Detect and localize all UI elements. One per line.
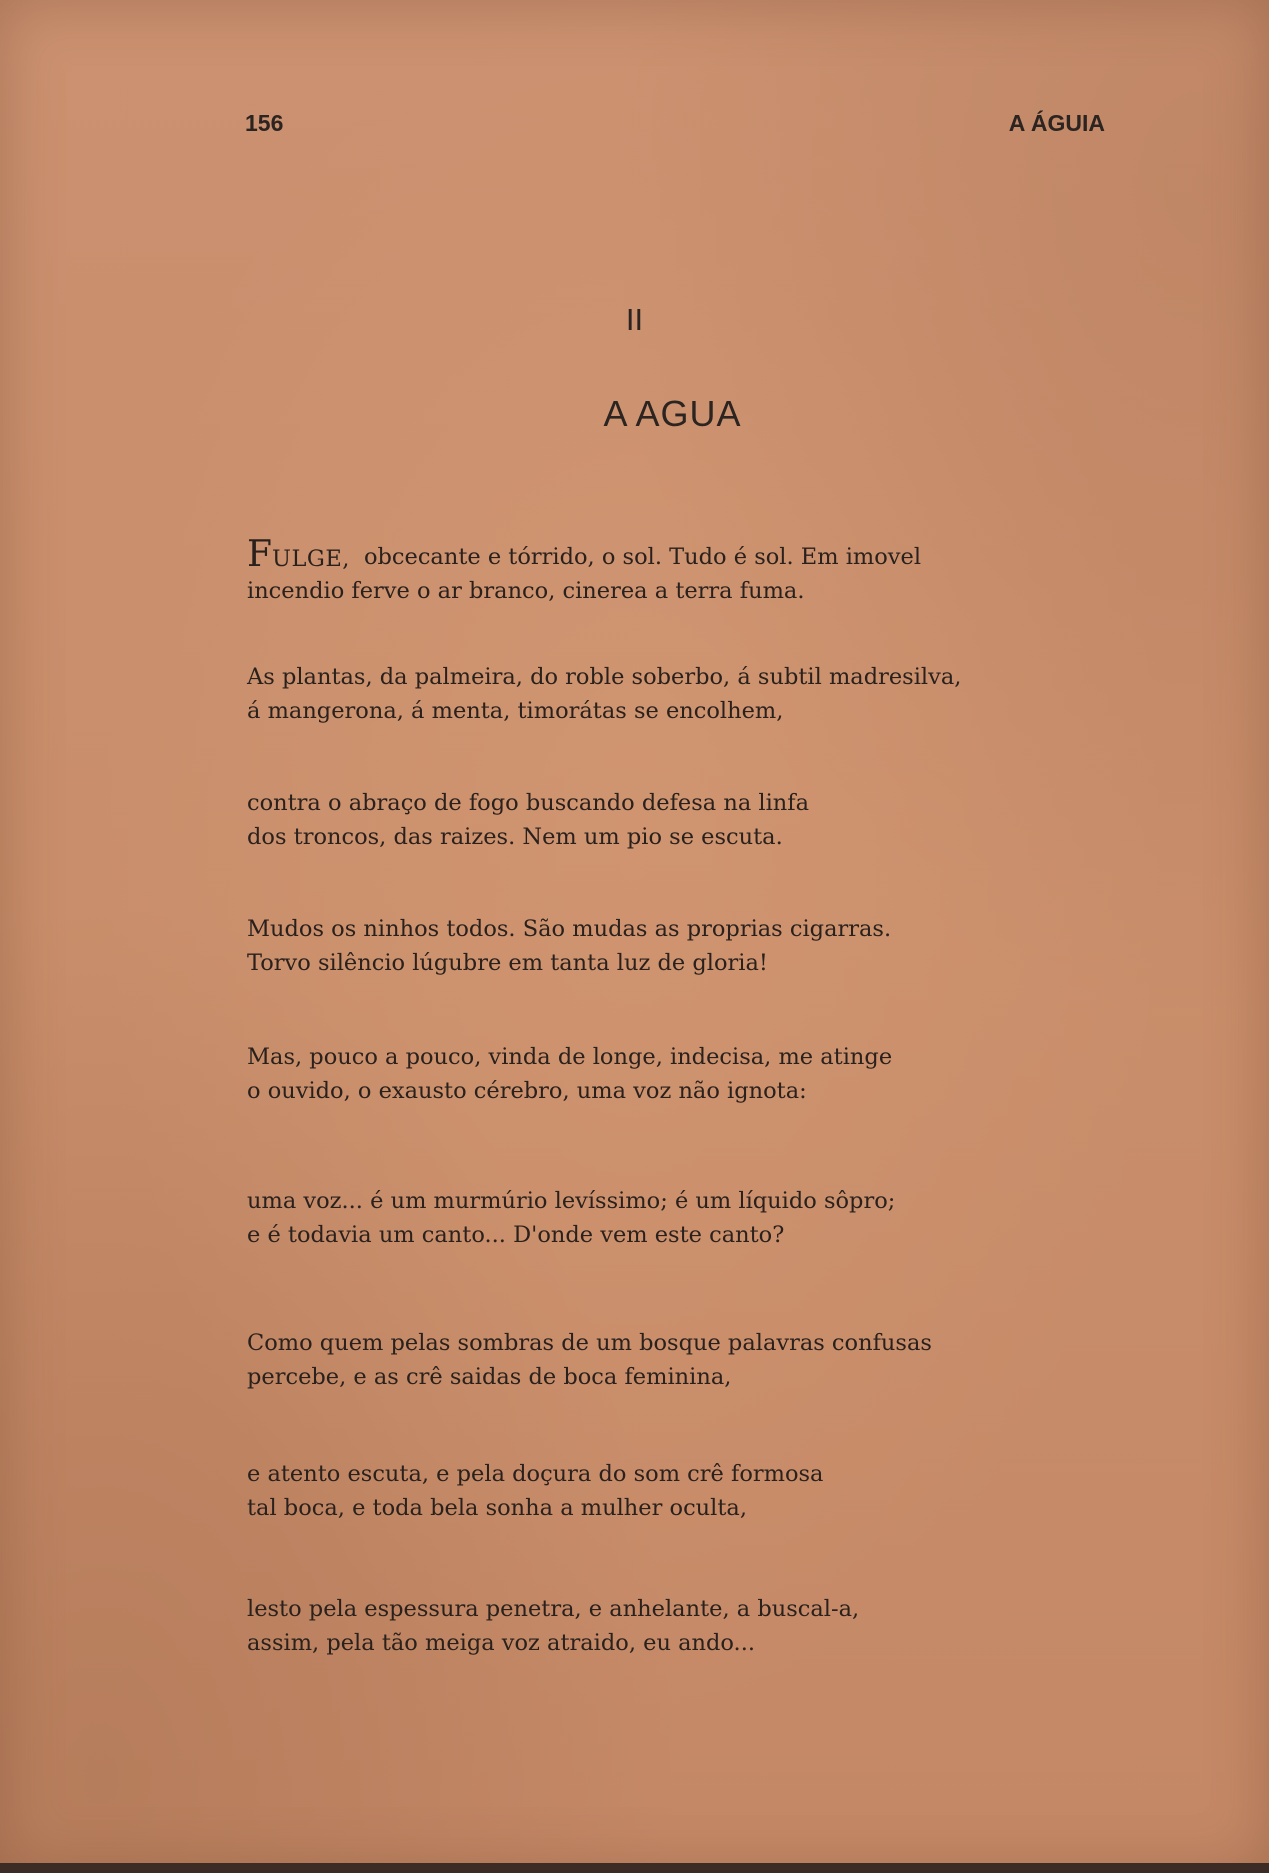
page-bottom-edge [0, 1863, 1269, 1873]
poem-line: Mudos os ninhos todos. São mudas as proprias cigarras. [247, 916, 892, 942]
stanza-6 [247, 1184, 1127, 1252]
poem-line: assim, pela tão meiga voz atraido, eu ando... [247, 1630, 756, 1656]
poem-line: Torvo silêncio lúgubre em tanta luz de gloria! [247, 950, 768, 976]
poem-body [247, 534, 1127, 1660]
stanza-9 [247, 1592, 1127, 1660]
poem-line: As plantas, da palmeira, do roble soberbo, á subtil madresilva, [247, 664, 962, 690]
stanza-8 [247, 1457, 1127, 1525]
first-line-opening [247, 534, 350, 575]
poem-line: uma voz... é um murmúrio levíssimo; é um líquido sôpro; [247, 1188, 896, 1214]
poem-line: tal boca, e toda bela sonha a mulher oculta, [247, 1495, 747, 1521]
poem-line: á mangerona, á menta, timorátas se encolhem, [247, 698, 784, 724]
poem-line: e é todavia um canto... D'onde vem este canto? [247, 1222, 785, 1248]
poem-line: incendio ferve o ar branco, cinerea a terra fuma. [247, 578, 805, 604]
first-line-rest: obcecante e tórrido, o sol. Tudo é sol. Em imovel [363, 544, 922, 570]
stanza-3 [247, 786, 1127, 854]
running-head [245, 110, 1105, 144]
stanza-2 [247, 660, 1127, 728]
journal-title: A ÁGUIA [1008, 110, 1105, 136]
poem-line [247, 534, 1092, 575]
poem-line: Mas, pouco a pouco, vinda de longe, indecisa, me atinge [247, 1044, 893, 1070]
poem-line: e atento escuta, e pela doçura do som crê formosa [247, 1461, 824, 1487]
poem-line: percebe, e as crê saidas de boca feminina, [247, 1364, 732, 1390]
poem-line: lesto pela espessura penetra, e anhelante, a buscal-a, [247, 1596, 860, 1622]
stanza-1 [247, 534, 1127, 608]
poem-line: o ouvido, o exausto cérebro, uma voz não ignota: [247, 1078, 807, 1104]
drop-cap: F [247, 534, 272, 575]
poem-line: Como quem pelas sombras de um bosque palavras confusas [247, 1330, 932, 1356]
first-word-rest: ULGE, [271, 546, 350, 572]
poem-line: dos troncos, das raizes. Nem um pio se escuta. [247, 824, 783, 850]
poem-line: contra o abraço de fogo buscando defesa na linfa [247, 790, 810, 816]
section-title: A AGUA [603, 393, 742, 434]
stanza-5 [247, 1040, 1127, 1108]
page-number: 156 [245, 110, 284, 136]
stanza-7 [247, 1326, 1127, 1394]
section-number: II [625, 302, 644, 337]
stanza-4 [247, 912, 1127, 980]
